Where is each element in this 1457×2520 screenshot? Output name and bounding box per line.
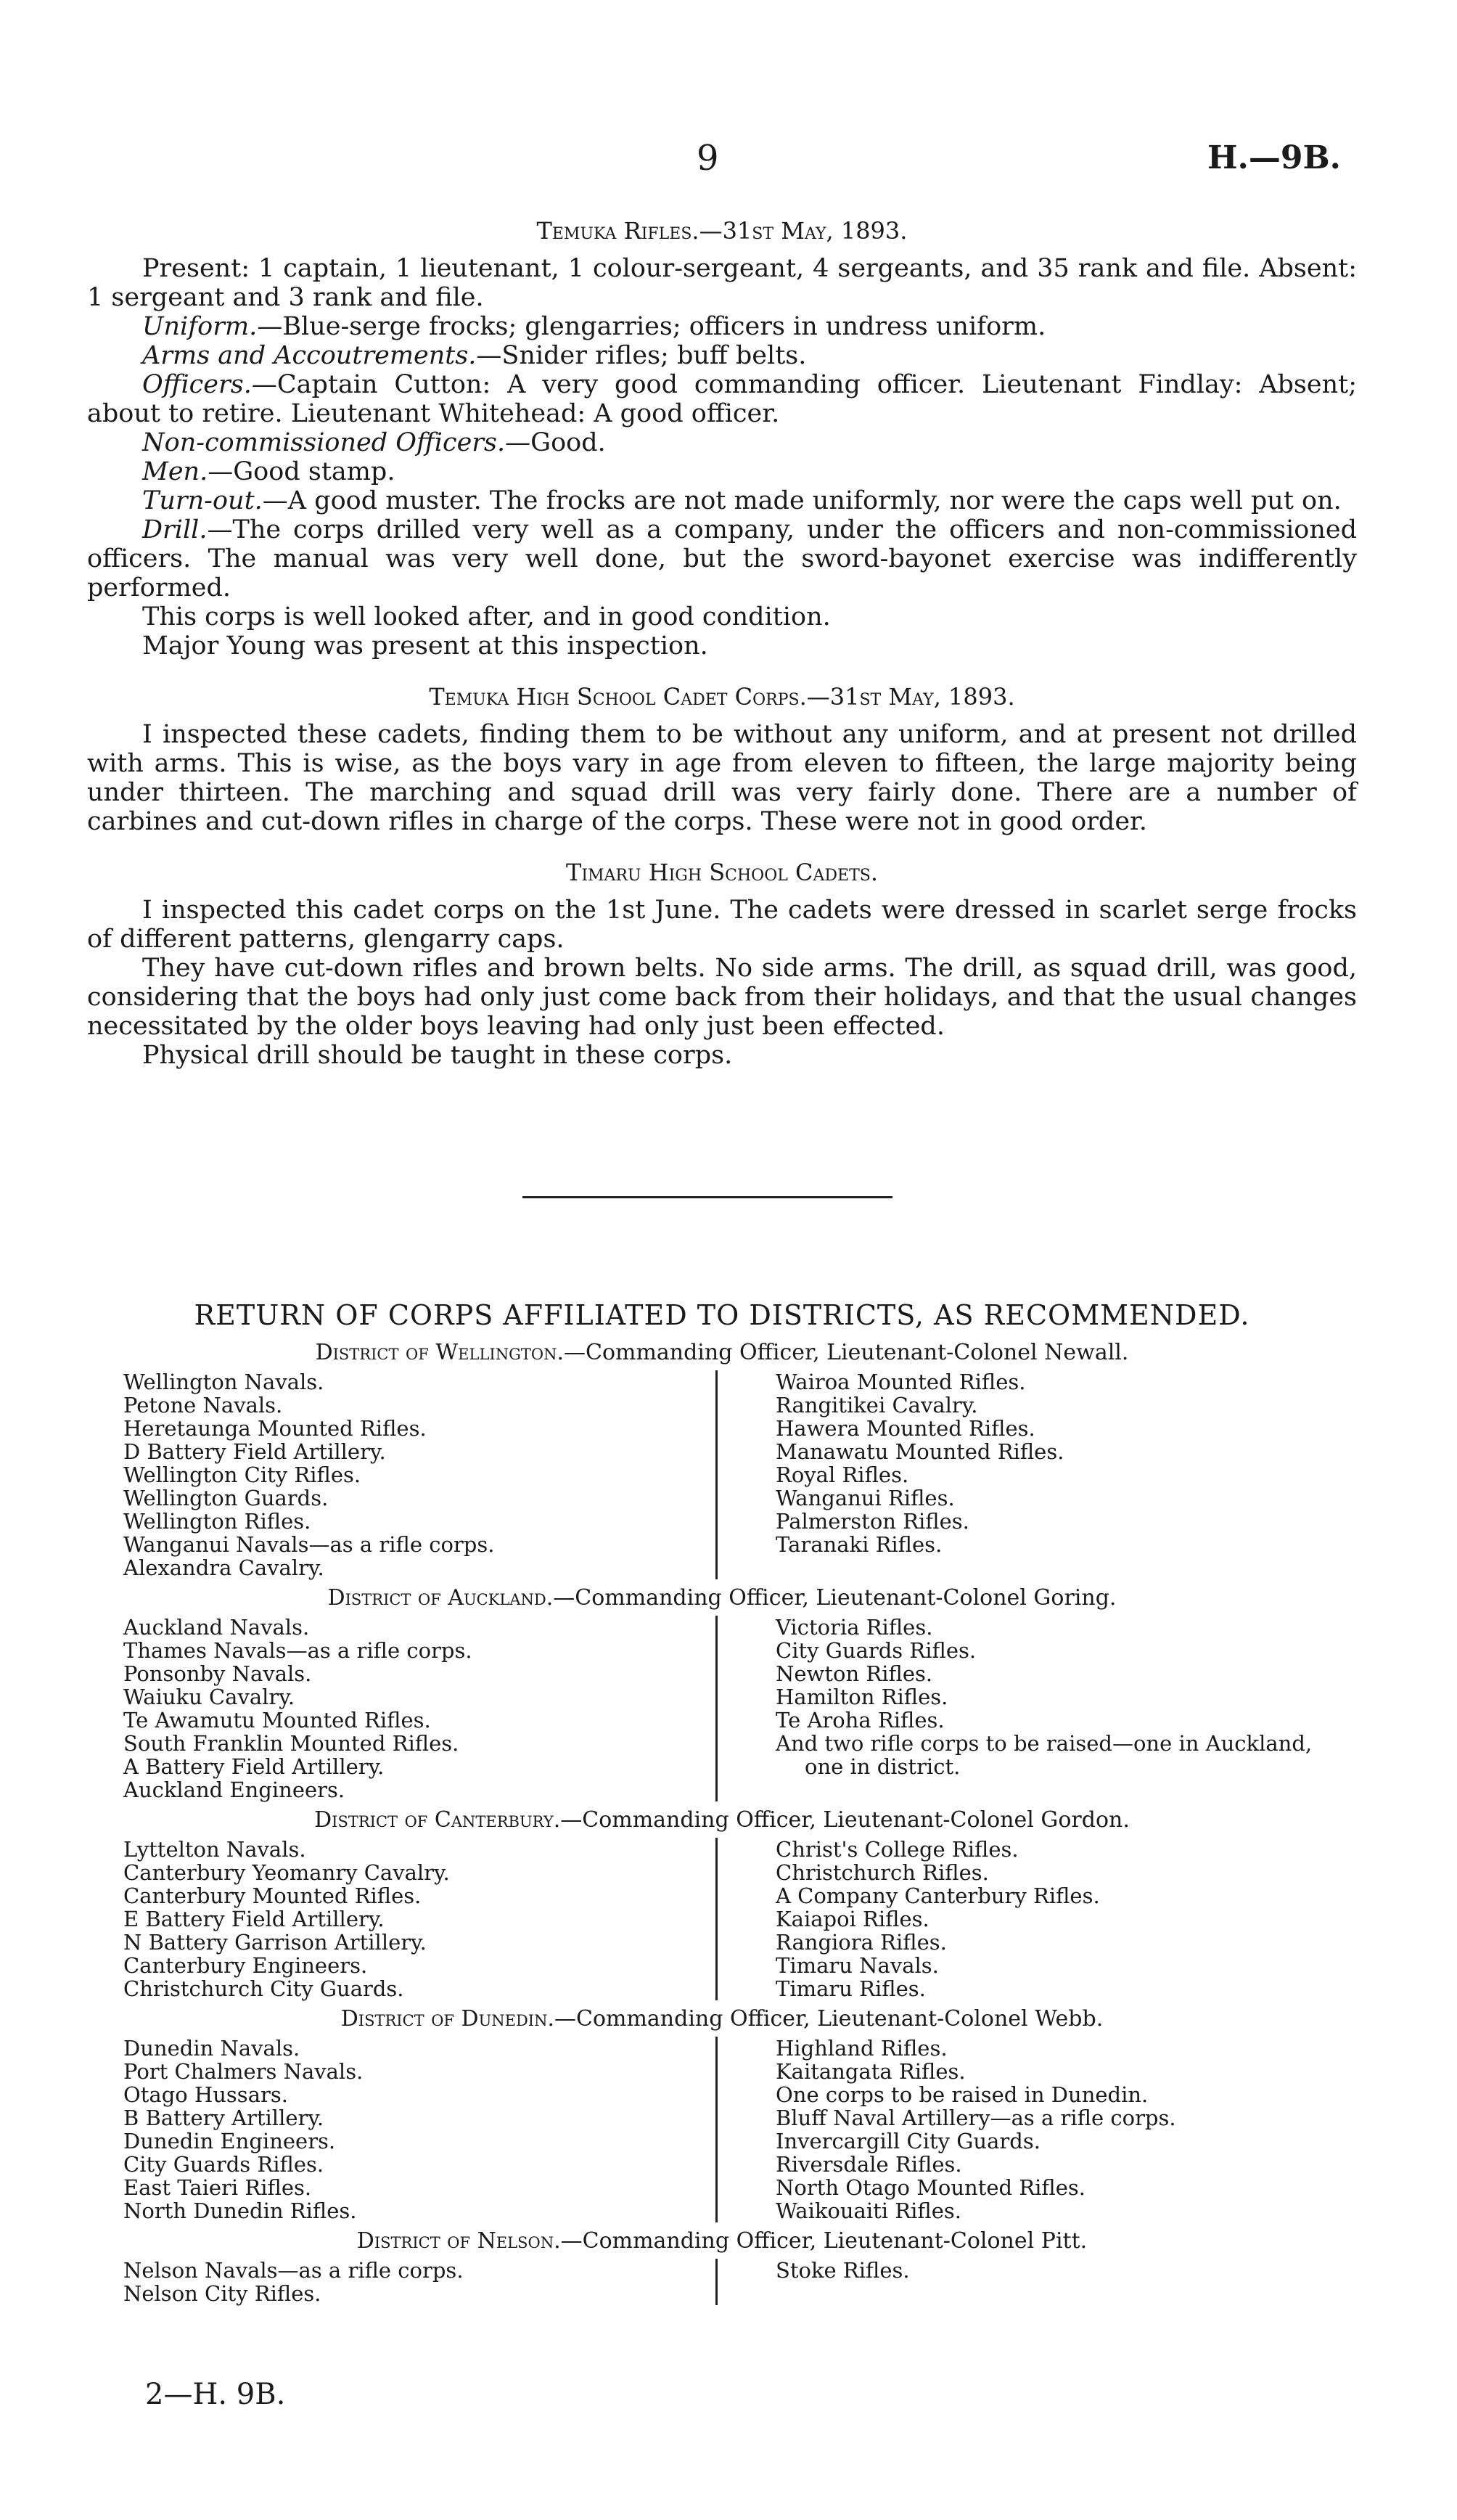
corps-item: B Battery Artillery. (123, 2106, 324, 2130)
paragraph-label: Officers. (142, 370, 252, 399)
paragraph-text: —Captain Cutton: A very good commanding officer. Lieutenant Findlay: Absent; about to retire. Lieutenant Whitehead: A good officer. (87, 370, 1357, 428)
corps-item: A Battery Field Artillery. (123, 1754, 385, 1779)
corps-item: Auckland Engineers. (123, 1778, 345, 1802)
section-title: Temuka High School Cadet Corps.—31st May, 1893. (429, 683, 1015, 711)
document-reference: H.—9B. (1207, 139, 1341, 176)
report-paragraph (87, 602, 1357, 631)
left-column (87, 2037, 718, 2222)
district-block (87, 2230, 1357, 2305)
district-block (87, 1809, 1357, 2000)
corps-item: Petone Navals. (123, 1393, 283, 1418)
right-column (718, 1616, 1357, 1801)
corps-item: South Franklin Mounted Rifles. (123, 1731, 459, 1756)
corps-item: Lyttelton Navals. (123, 1837, 306, 1862)
page-number: 9 (697, 138, 719, 179)
right-column (718, 1370, 1357, 1579)
district-columns (87, 1838, 1357, 2000)
commanding-officer: —Commanding Officer, Lieutenant-Colonel Pitt. (560, 2228, 1088, 2254)
corps-item: Taranaki Rifles. (776, 1532, 943, 1557)
corps-item: Ponsonby Navals. (123, 1661, 312, 1686)
report-paragraph (87, 312, 1357, 341)
district-block (87, 1341, 1357, 1579)
corps-item: Rangiora Rifles. (776, 1930, 947, 1955)
paragraph-label: Arms and Accoutrements. (142, 341, 477, 370)
corps-item: Highland Rifles. (776, 2036, 948, 2061)
corps-item: One corps to be raised in Dunedin. (776, 2082, 1149, 2107)
corps-item: Hamilton Rifles. (776, 1685, 948, 1709)
district-name: District of Wellington. (315, 1340, 564, 1365)
corps-item: Dunedin Engineers. (123, 2129, 336, 2153)
corps-item: Canterbury Mounted Rifles. (123, 1883, 422, 1908)
corps-item: Te Aroha Rifles. (776, 1708, 945, 1732)
section-divider (522, 1196, 892, 1198)
report-paragraph (87, 954, 1357, 1041)
corps-item: Wellington Rifles. (123, 1509, 311, 1534)
report-paragraph (87, 1041, 1357, 1070)
commanding-officer: —Commanding Officer, Lieutenant-Colonel Gordon. (560, 1807, 1130, 1833)
paragraph-text: —Good. (505, 428, 606, 457)
right-column (718, 2259, 1357, 2305)
report-paragraph (87, 486, 1357, 515)
corps-item: Palmerston Rifles. (776, 1509, 969, 1534)
corps-item: Victoria Rifles. (776, 1615, 933, 1640)
corps-item: Timaru Navals. (776, 1953, 939, 1978)
district-heading (87, 2230, 1357, 2253)
section-spacer (87, 836, 1357, 858)
corps-item: Nelson City Rifles. (123, 2281, 321, 2306)
corps-item: Newton Rifles. (776, 1661, 933, 1686)
paragraph-text: I inspected these cadets, finding them to be without any uniform, and at present not drilled with arms. This is wise, as the boys vary in age from eleven to fifteen, the large majority being under thirteen. The marching and squad drill was very fairly done. There are a number of carbines and cut-down rifles in charge of the corps. These were not in good order. (87, 720, 1357, 836)
paragraph-label: Drill. (142, 515, 208, 544)
paragraph-label: Non-commissioned Officers. (142, 428, 506, 457)
corps-item: Riversdale Rifles. (776, 2152, 962, 2177)
inspection-report (87, 216, 1357, 1070)
corps-item: A Company Canterbury Rifles. (776, 1883, 1100, 1908)
corps-item: Wellington Guards. (123, 1486, 329, 1510)
corps-item: Dunedin Navals. (123, 2036, 300, 2061)
corps-item: Stoke Rifles. (776, 2258, 910, 2283)
paragraph-label: Men. (142, 457, 208, 486)
corps-item: Thames Navals—as a rifle corps. (123, 1638, 472, 1663)
corps-item: Nelson Navals—as a rifle corps. (123, 2258, 464, 2283)
paragraph-label: Turn-out. (142, 486, 263, 515)
district-heading (87, 1587, 1357, 1610)
district-block (87, 2008, 1357, 2222)
paragraph-label: Uniform. (142, 312, 258, 341)
corps-item: Heretaunga Mounted Rifles. (123, 1416, 427, 1441)
paragraph-text: Physical drill should be taught in these corps. (142, 1041, 733, 1070)
return-title: RETURN OF CORPS AFFILIATED TO DISTRICTS, AS RECOMMENDED. (194, 1299, 1250, 1331)
district-heading (87, 1341, 1357, 1365)
district-name: District of Dunedin. (340, 2006, 555, 2032)
commanding-officer: —Commanding Officer, Lieutenant-Colonel Webb. (554, 2006, 1104, 2032)
corps-item: Invercargill City Guards. (776, 2129, 1041, 2153)
corps-item: D Battery Field Artillery. (123, 1439, 386, 1464)
corps-item: Alexandra Cavalry. (123, 1555, 324, 1580)
report-paragraph (87, 515, 1357, 602)
corps-item: Wairoa Mounted Rifles. (776, 1370, 1026, 1394)
district-block (87, 1587, 1357, 1801)
corps-item: Bluff Naval Artillery—as a rifle corps. (776, 2106, 1176, 2130)
corps-item: Canterbury Yeomanry Cavalry. (123, 1860, 450, 1885)
paragraph-text: —Good stamp. (208, 457, 395, 486)
district-name: District of Nelson. (356, 2228, 561, 2254)
report-paragraph (87, 370, 1357, 428)
right-column (718, 2037, 1357, 2222)
report-paragraph (87, 254, 1357, 312)
corps-item: Wellington City Rifles. (123, 1462, 361, 1487)
corps-item: Te Awamutu Mounted Rifles. (123, 1708, 431, 1732)
corps-item: Wellington Navals. (123, 1370, 324, 1394)
paragraph-text: Major Young was present at this inspection. (142, 631, 708, 660)
district-columns (87, 2259, 1357, 2305)
district-name: District of Auckland. (327, 1585, 554, 1611)
corps-item: Auckland Navals. (123, 1615, 310, 1640)
corps-item: Christchurch City Guards. (123, 1976, 404, 2001)
paragraph-text: —Snider rifles; buff belts. (476, 341, 807, 370)
report-paragraph (87, 341, 1357, 370)
section-title: Temuka Rifles.—31st May, 1893. (536, 217, 908, 245)
corps-item: Wanganui Navals—as a rifle corps. (123, 1532, 495, 1557)
report-paragraph (87, 720, 1357, 836)
page-footer-signature: 2—H. 9B. (145, 2378, 286, 2411)
report-paragraph (87, 631, 1357, 660)
corps-item: Waikouaiti Rifles. (776, 2198, 961, 2223)
corps-item: North Otago Mounted Rifles. (776, 2175, 1086, 2200)
paragraph-text: Present: 1 captain, 1 lieutenant, 1 colour-sergeant, 4 sergeants, and 35 rank and file. Absent: 1 sergeant and 3 rank and file. (87, 254, 1357, 312)
corps-item: Hawera Mounted Rifles. (776, 1416, 1035, 1441)
commanding-officer: —Commanding Officer, Lieutenant-Colonel Goring. (553, 1585, 1117, 1611)
corps-item: And two rifle corps to be raised—one in Auckland, one in district. (776, 1731, 1319, 1779)
corps-item: City Guards Rifles. (776, 1638, 977, 1663)
paragraph-text: —A good muster. The frocks are not made uniformly, nor were the caps well put on. (262, 486, 1342, 515)
corps-item: Christ's College Rifles. (776, 1837, 1019, 1862)
corps-item: Christchurch Rifles. (776, 1860, 989, 1885)
section-title: Timaru High School Cadets. (565, 859, 879, 886)
district-name: District of Canterbury. (314, 1807, 561, 1833)
paragraph-text: This corps is well looked after, and in good condition. (142, 602, 831, 631)
commanding-officer: —Commanding Officer, Lieutenant-Colonel Newall. (563, 1340, 1129, 1365)
corps-item: Otago Hussars. (123, 2082, 288, 2107)
corps-item: Kaiapoi Rifles. (776, 1907, 929, 1931)
corps-item: Port Chalmers Navals. (123, 2059, 364, 2084)
corps-item: City Guards Rifles. (123, 2152, 324, 2177)
left-column (87, 2259, 718, 2305)
corps-item: Kaitangata Rifles. (776, 2059, 966, 2084)
report-paragraph (87, 428, 1357, 457)
corps-item: Waiuku Cavalry. (123, 1685, 295, 1709)
paragraph-text: I inspected this cadet corps on the 1st June. The cadets were dressed in scarlet serge frocks of different patterns, glengarry caps. (87, 896, 1357, 954)
corps-item: Manawatu Mounted Rifles. (776, 1439, 1064, 1464)
section-spacer (87, 660, 1357, 682)
left-column (87, 1370, 718, 1579)
district-columns (87, 1370, 1357, 1579)
paragraph-text: They have cut-down rifles and brown belts. No side arms. The drill, as squad drill, was good, considering that the boys had only just come back from their holidays, and that the usual changes necessitated by the older boys leaving had only just been effected. (87, 954, 1357, 1041)
district-columns (87, 1616, 1357, 1801)
left-column (87, 1616, 718, 1801)
corps-item: Wanganui Rifles. (776, 1486, 955, 1510)
paragraph-text: —The corps drilled very well as a company, under the officers and non-commissioned officers. The manual was very well done, but the sword-bayonet exercise was indifferently performed. (87, 515, 1357, 602)
district-list (87, 1341, 1357, 2312)
corps-item: East Taieri Rifles. (123, 2175, 312, 2200)
corps-item: E Battery Field Artillery. (123, 1907, 385, 1931)
corps-item: Rangitikei Cavalry. (776, 1393, 978, 1418)
corps-item: North Dunedin Rifles. (123, 2198, 357, 2223)
district-heading (87, 1809, 1357, 1832)
paragraph-text: —Blue-serge frocks; glengarries; officers in undress uniform. (257, 312, 1046, 341)
corps-item: Timaru Rifles. (776, 1976, 926, 2001)
right-column (718, 1838, 1357, 2000)
report-paragraph (87, 896, 1357, 954)
left-column (87, 1838, 718, 2000)
corps-item: N Battery Garrison Artillery. (123, 1930, 427, 1955)
report-paragraph (87, 457, 1357, 486)
district-heading (87, 2008, 1357, 2031)
corps-item: Canterbury Engineers. (123, 1953, 368, 1978)
district-columns (87, 2037, 1357, 2222)
corps-item: Royal Rifles. (776, 1462, 909, 1487)
